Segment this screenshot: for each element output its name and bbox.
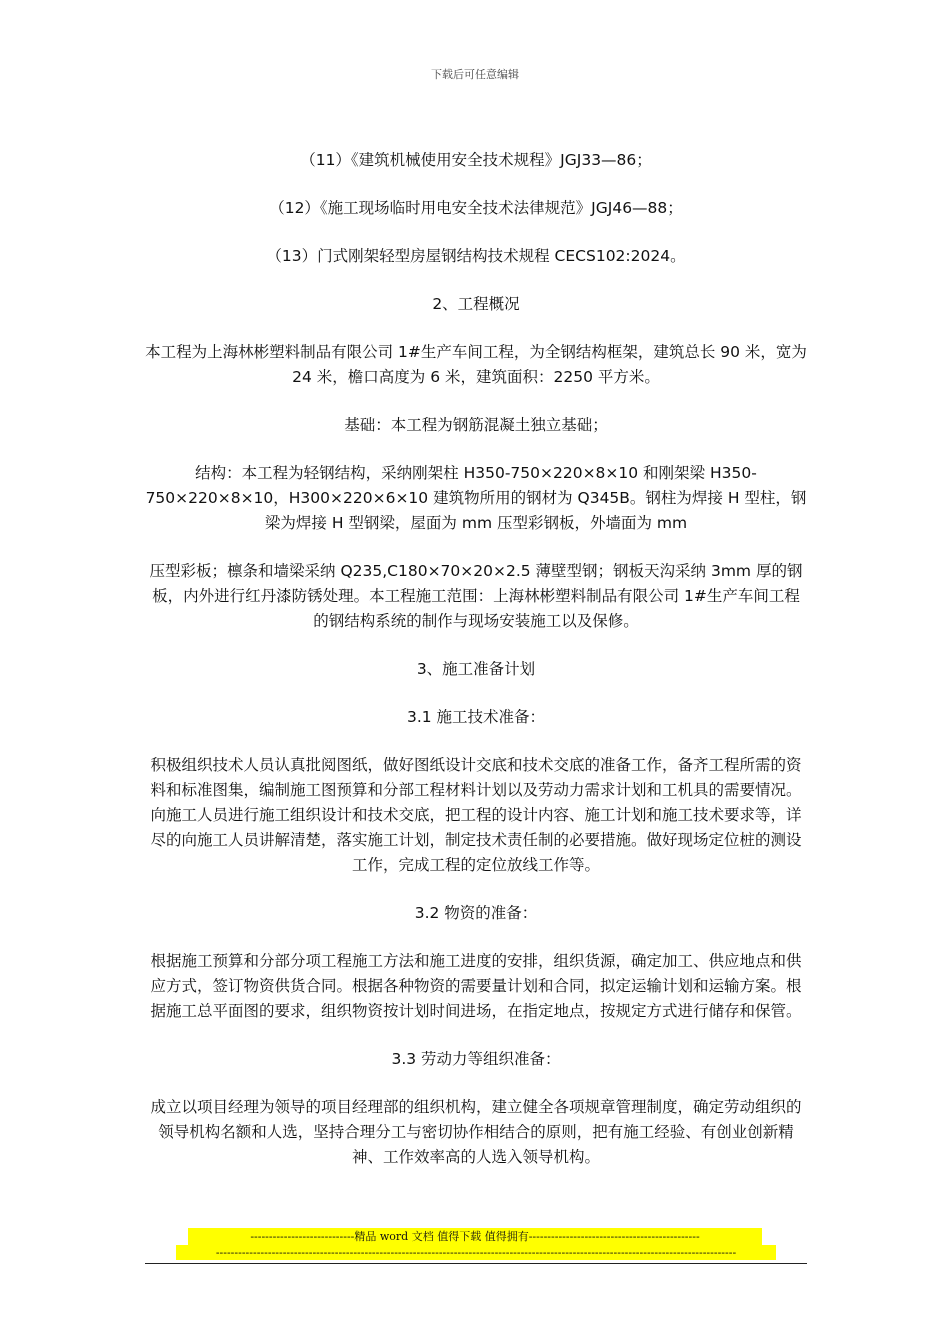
paragraph-labor-prep: 成立以项目经理为领导的项目经理部的组织机构，建立健全各项规章管理制度，确定劳动组织的领导机构名额和人选，坚持合理分工与密切协作相结合的原则，把有施工经验、有创业创新精神、工作效率高的人选入领导机构。 — [150, 1098, 802, 1166]
footer-banner-line2: -------------------------------------------------------------------------------------------------------------------------------------------- — [176, 1245, 776, 1260]
paragraph-structure-continued: 压型彩板；檩条和墙梁采纳 Q235,C180×70×20×2.5 薄壁型钢；钢板天沟采纳 3mm 厚的钢板，内外进行红丹漆防锈处理。本工程施工范围：上海林彬塑料制品有限公司 1#生产车间工程的钢结构系统的制作与现场安装施工以及保修。 — [149, 562, 803, 630]
paragraph-overview: 本工程为上海林彬塑料制品有限公司 1#生产车间工程，为全钢结构框架，建筑总长 90 米，宽为 24 米，檐口高度为 6 米，建筑面积：2250 平方米。 — [145, 343, 807, 386]
section-heading-preparation: 3、施工准备计划 — [416, 660, 536, 678]
reference-item-12: （12）《施工现场临时用电安全技术法律规范》JGJ46—88； — [269, 199, 683, 217]
document-body — [145, 148, 807, 1193]
paragraph-material-prep: 根据施工预算和分部分项工程施工方法和施工进度的安排，组织货源，确定加工、供应地点和供应方式，签订物资供货合同。根据各种物资的需要量计划和合同，拟定运输计划和运输方案。根据施工总平面图的要求，组织物资按计划时间进场，在指定地点，按规定方式进行储存和保管。 — [150, 952, 802, 1020]
reference-item-13: （13）门式刚架轻型房屋钢结构技术规程 CECS102:2024。 — [266, 247, 686, 265]
page-header: 下载后可任意编辑 — [431, 68, 519, 81]
footer-divider — [145, 1263, 807, 1264]
footer-banner-line1: ----------------------------精品 word 文档 值得下载 值得拥有---------------------------------------------- — [188, 1228, 762, 1245]
subheading-material-prep: 3.2 物资的准备： — [414, 904, 538, 922]
section-heading-overview: 2、工程概况 — [432, 295, 520, 313]
subheading-technical-prep: 3.1 施工技术准备： — [406, 708, 546, 726]
paragraph-technical-prep: 积极组织技术人员认真批阅图纸，做好图纸设计交底和技术交底的准备工作，备齐工程所需的资料和标准图集，编制施工图预算和分部工程材料计划以及劳动力需求计划和工机具的需要情况。向施工人员进行施工组织设计和技术交底，把工程的设计内容、施工计划和施工技术要求等，详尽的向施工人员讲解清楚，落实施工计划，制定技术责任制的必要措施。做好现场定位桩的测设工作，完成工程的定位放线工作等。 — [150, 756, 802, 874]
subheading-labor-prep: 3.3 劳动力等组织准备： — [391, 1050, 561, 1068]
reference-item-11: （11）《建筑机械使用安全技术规程》JGJ33—86； — [300, 151, 652, 169]
paragraph-structure: 结构：本工程为轻钢结构，采纳刚架柱 H350-750×220×8×10 和刚架梁 H350-750×220×8×10，H300×220×6×10 建筑物所用的钢材为 Q345B。钢柱为焊接 H 型柱，钢梁为焊接 H 型钢梁，屋面为 mm 压型彩钢板，外墙面为 mm — [145, 464, 807, 532]
paragraph-foundation: 基础：本工程为钢筋混凝土独立基础； — [344, 416, 608, 434]
